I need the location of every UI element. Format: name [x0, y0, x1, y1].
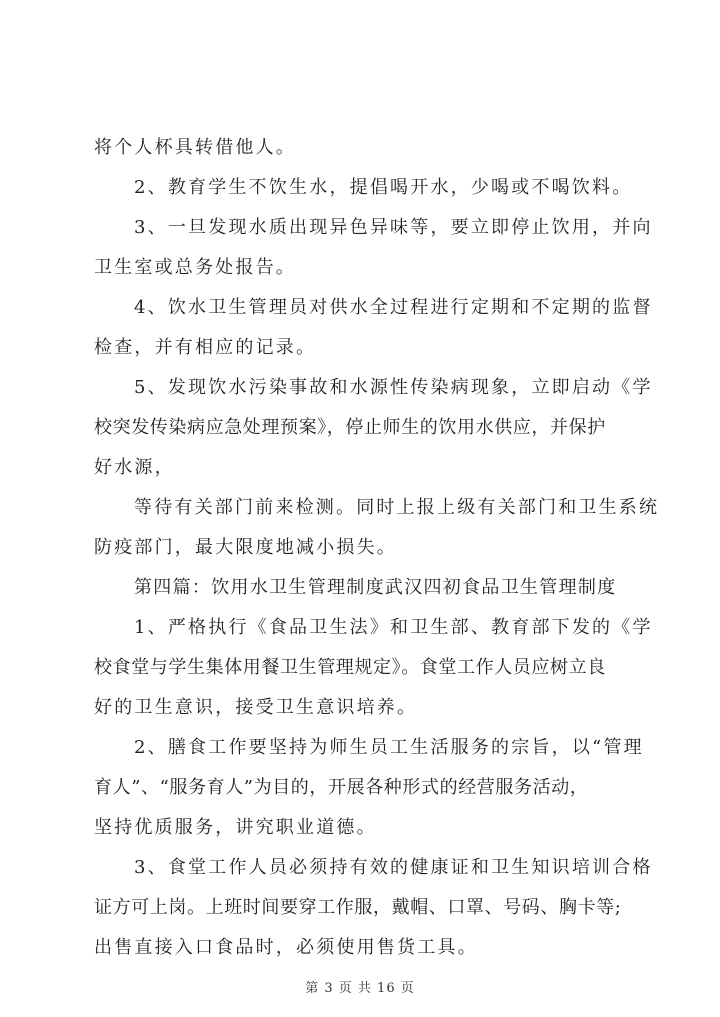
- paragraph-line: 2、教育学生不饮生水，提倡喝开水，少喝或不喝饮料。: [134, 177, 633, 198]
- paragraph-line: 2、膳食工作要坚持为师生员工生活服务的宗旨，以“管理: [134, 737, 644, 758]
- paragraph-line: 坚持优质服务，讲究职业道德。: [94, 817, 377, 838]
- paragraph-line: 出售直接入口食品时，必须使用售货工具。: [94, 937, 478, 958]
- paragraph-line: 等待有关部门前来检测。同时上报上级有关部门和卫生系统: [134, 497, 660, 518]
- paragraph-line: 校食堂与学生集体用餐卫生管理规定》。食堂工作人员应树立良: [94, 657, 606, 678]
- paragraph-line: 卫生室或总务处报告。: [94, 257, 296, 278]
- paragraph-line: 检查，并有相应的记录。: [94, 337, 317, 358]
- section-heading: 第四篇：饮用水卫生管理制度武汉四初食品卫生管理制度: [134, 577, 617, 598]
- paragraph-line: 防疫部门，最大限度地减小损失。: [94, 537, 397, 558]
- paragraph-line: 3、一旦发现水质出现异色异味等，要立即停止饮用，并向: [134, 217, 653, 238]
- paragraph-line: 证方可上岗。上班时间要穿工作服，戴帽、口罩、号码、胸卡等;: [94, 897, 622, 918]
- paragraph-line: 育人”、“服务育人”为目的，开展各种形式的经营服务活动，: [94, 777, 589, 798]
- paragraph-line: 5、发现饮水污染事故和水源性传染病现象，立即启动《学: [134, 377, 653, 398]
- paragraph-line: 校突发传染病应急处理预案》，停止师生的饮用水供应，并保护: [94, 417, 606, 438]
- paragraph-line: 将个人杯具转借他人。: [94, 137, 296, 158]
- paragraph-line: 好的卫生意识，接受卫生意识培养。: [94, 697, 418, 718]
- paragraph-line: 好水源，: [94, 457, 175, 478]
- paragraph-line: 4、饮水卫生管理员对供水全过程进行定期和不定期的监督: [134, 297, 653, 318]
- page-number-footer: 第 3 页 共 16 页: [305, 981, 415, 996]
- paragraph-line: 3、食堂工作人员必须持有效的健康证和卫生知识培训合格: [134, 857, 653, 878]
- paragraph-line: 1、严格执行《食品卫生法》和卫生部、教育部下发的《学: [134, 617, 653, 638]
